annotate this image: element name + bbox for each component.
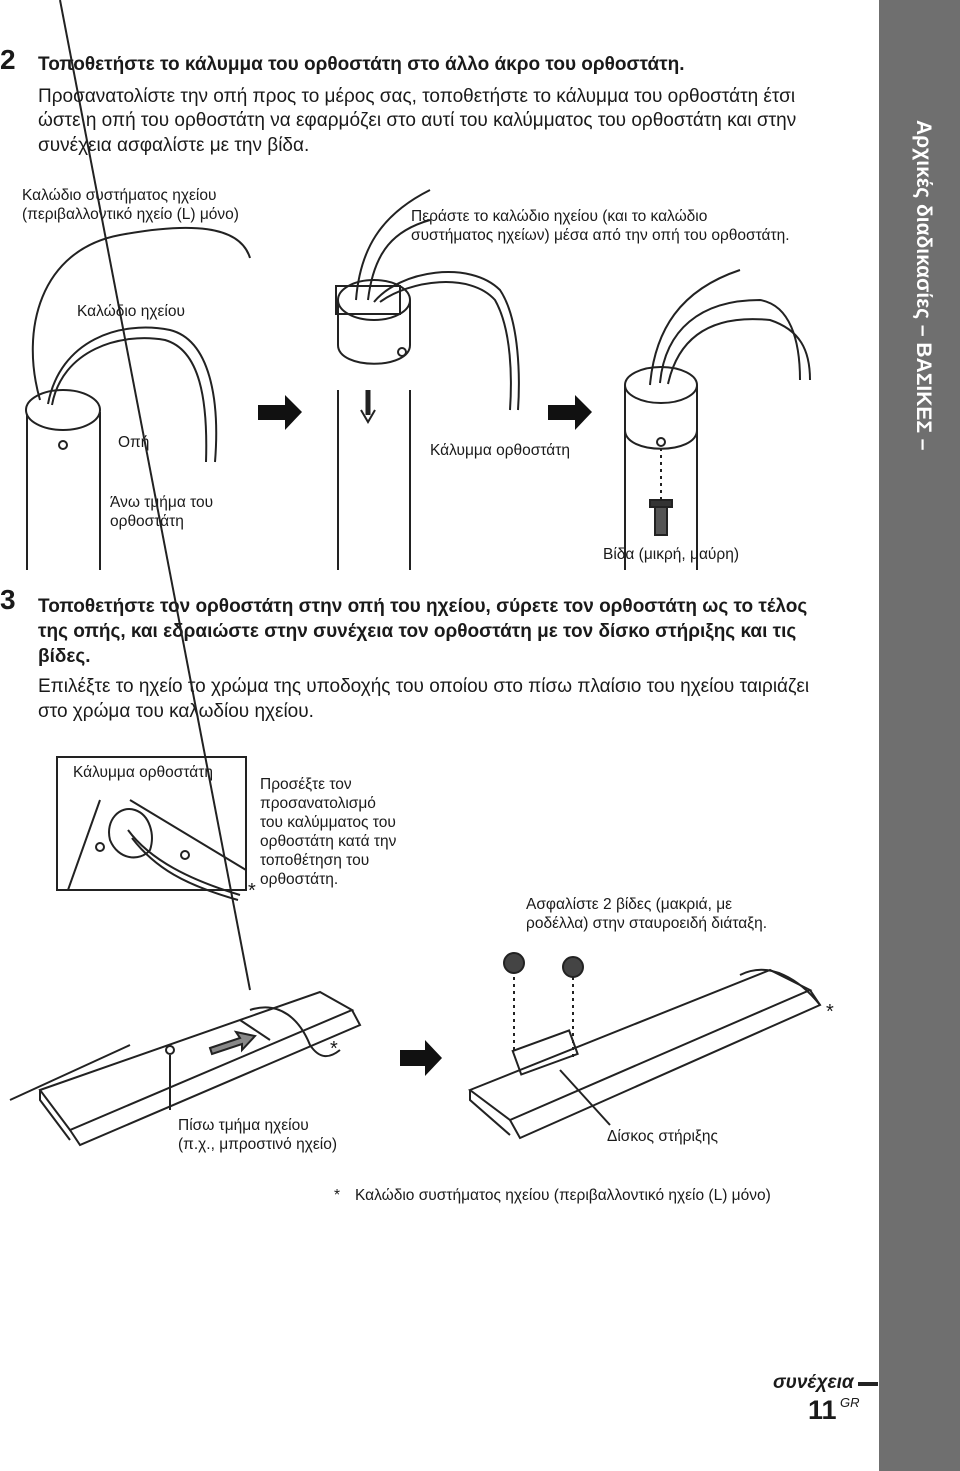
footnote-text: Καλώδιο συστήματος ηχείου (περιβαλλοντικό ηχείο (L) μόνο)	[355, 1187, 771, 1204]
continue-bar	[858, 1382, 878, 1386]
step-3-number: 3	[0, 584, 16, 615]
label-system-cable: Καλώδιο συστήματος ηχείου	[22, 187, 217, 204]
note-line-1: Προσέξτε τον	[260, 776, 352, 793]
step-3-heading-2: της οπής, και εδραιώστε στην συνέχεια τον ορθοστάτη με τον δίσκο στήριξης και τις	[38, 621, 797, 642]
step-2-number: 2	[0, 44, 16, 75]
note-line-2: προσανατολισμό	[260, 795, 376, 812]
label-upper-pole: Άνω τμήμα του	[110, 494, 214, 511]
page-number: 11	[808, 1395, 837, 1425]
step-2-line-1: Προσανατολίστε την οπή προς το μέρος σας, τοποθετήστε το κάλυμμα του ορθοστάτη έτσι	[38, 86, 796, 107]
label-pole-cover-inset: Κάλυμμα ορθοστάτη	[73, 764, 213, 781]
label-pass-cable: Περάστε το καλώδιο ηχείου (και το καλώδιο	[411, 208, 708, 225]
continue-label: συνέχεια	[773, 1372, 854, 1393]
label-rear-speaker: Πίσω τμήμα ηχείου	[178, 1117, 309, 1134]
label-support-plate: Δίσκος στήριξης	[607, 1128, 718, 1145]
step-3-line-1: Επιλέξτε το ηχείο το χρώμα της υποδοχής του οποίου στο πίσω πλαίσιο του ηχείου ταιριάζει	[38, 676, 810, 697]
label-rear-speaker-2: (π.χ., μπροστινό ηχείο)	[178, 1136, 337, 1153]
label-fasten-screws-2: ροδέλλα) στην σταυροειδή διάταξη.	[526, 915, 768, 932]
label-speaker-cable: Καλώδιο ηχείου	[77, 303, 185, 320]
step-3-heading-3: βίδες.	[38, 646, 91, 667]
asterisk-mark-right: *	[826, 1001, 834, 1023]
step-2-heading: Τοποθετήστε το κάλυμμα του ορθοστάτη στο άλλο άκρο του ορθοστάτη.	[38, 54, 685, 75]
step-3-line-2: στο χρώμα του καλωδίου ηχείου.	[38, 701, 314, 722]
label-fasten-screws: Ασφαλίστε 2 βίδες (μακριά, με	[526, 896, 733, 913]
step-2-line-2: ώστε η οπή του ορθοστάτη να εφαρμόζει στο αυτί του καλύμματος του ορθοστάτη και στην	[38, 110, 797, 131]
language-code: GR	[840, 1395, 860, 1410]
note-line-3: του καλύμματος του	[260, 814, 396, 831]
note-line-6: ορθοστάτη.	[260, 871, 339, 888]
footnote-mark: *	[334, 1187, 341, 1204]
label-pole-cover: Κάλυμμα ορθοστάτη	[430, 442, 570, 459]
label-upper-pole-2: ορθοστάτη	[110, 513, 184, 530]
label-hole: Οπή	[118, 434, 150, 451]
step-3-heading-1: Τοποθετήστε τον ορθοστάτη στην οπή του ηχείου, σύρετε τον ορθοστάτη ως το τέλος	[38, 596, 808, 617]
note-line-4: ορθοστάτη κατά την	[260, 833, 397, 850]
asterisk-mark-inset: *	[248, 880, 256, 902]
step-2-line-3: συνέχεια ασφαλίστε με την βίδα.	[38, 135, 310, 156]
asterisk-mark-left: *	[330, 1038, 338, 1060]
label-system-cable-note: (περιβαλλοντικό ηχείο (L) μόνο)	[22, 206, 239, 223]
sidebar-title: Αρχικές διαδικασίες – ΒΑΣΙΚΕΣ –	[912, 120, 935, 451]
label-pass-cable-2: συστήματος ηχείων) μέσα από την οπή του ορθοστάτη.	[411, 227, 790, 244]
note-line-5: τοποθέτηση του	[260, 852, 370, 869]
label-screw: Βίδα (μικρή, μαύρη)	[603, 546, 739, 563]
